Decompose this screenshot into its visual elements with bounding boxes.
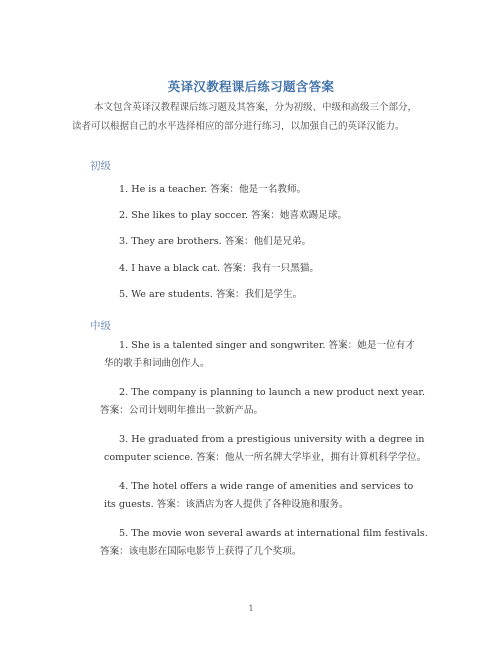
exercise-item: 5. We are students. 答案：我们是学生。 [119,289,303,300]
intro-line: 本文包含英译汉教程课后练习题及其答案，分为初级、中级和高级三个部分， [94,102,418,113]
exercise-item-line: 3. He graduated from a prestigious university with a degree in [119,434,425,445]
page-number: 1 [248,604,254,613]
intro-line: 读者可以根据自己的水平选择相应的部分进行练习，以加强自己的英译汉能力。 [72,121,405,132]
exercise-item [100,525,454,561]
exercise-item-line: its guests. 答案：该酒店为客人提供了各种设施和服务。 [104,499,349,510]
exercise-item: 3. They are brothers. 答案：他们是兄弟。 [119,236,312,247]
exercise-item-line: 答案：公司计划明年推出一款新产品。 [100,405,264,416]
exercise-item [104,337,454,373]
exercise-item-line: 5. The movie won several awards at international film festivals. [119,528,428,539]
exercise-item [104,431,454,467]
intro-paragraph [72,98,436,136]
exercise-item [100,384,454,420]
exercise-item-line: 4. The hotel offers a wide range of amenities and services to [119,481,414,492]
page-title: 英译汉教程课后练习题含答案 [167,79,335,94]
exercise-item: 2. She likes to play soccer. 答案：她喜欢踢足球。 [119,210,348,221]
exercise-item [104,478,454,514]
exercise-item-line: 华的歌手和词曲创作人。 [104,358,210,369]
exercise-item: 4. I have a black cat. 答案：我有一只黑猫。 [119,263,320,274]
exercise-item-line: 1. She is a talented singer and songwriter. 答案：她是一位有才 [119,340,415,351]
exercise-item: 1. He is a teacher. 答案：他是一名教师。 [119,184,307,195]
section-heading-beginner: 初级 [90,160,111,172]
exercise-item-line: 2. The company is planning to launch a new product next year. [119,387,426,398]
section-heading-intermediate: 中级 [90,320,111,332]
exercise-item-line: computer science. 答案：他从一所名牌大学毕业，拥有计算机科学学位。 [104,452,427,463]
exercise-item-line: 答案：该电影在国际电影节上获得了几个奖项。 [100,546,302,557]
